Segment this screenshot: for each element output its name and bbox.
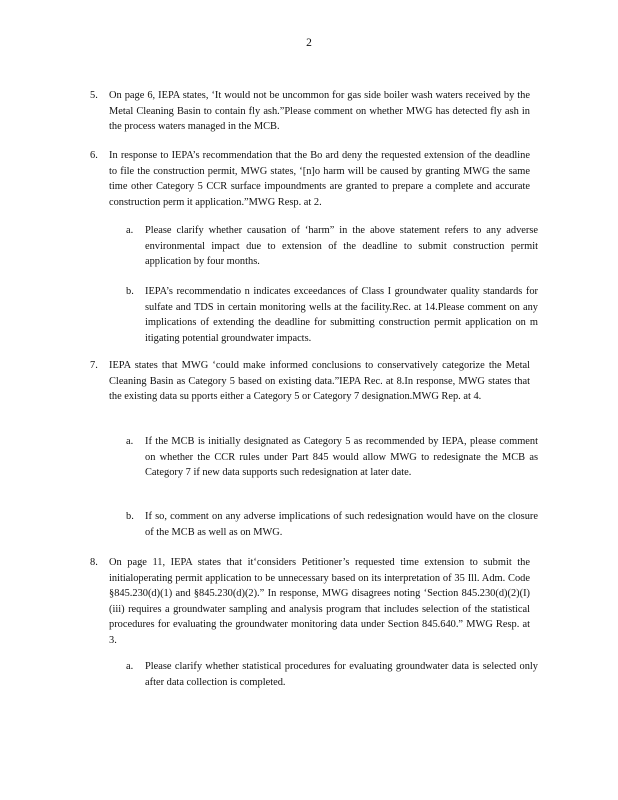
item-number: 5. [90,90,98,101]
subitem-text: Please clarify whether statistical procedures for evaluating groundwater data is selected only after data collection is completed. [145,661,538,688]
subitem-8a [126,659,538,690]
page-number: 2 [306,37,312,49]
item-text: In response to IEPA’s recommendation that the Bo ard deny the requested extension of the deadline to file the construction permit, MWG states, ‘[n]o harm will be caused by granting MWG the same time other Category 5 CCR surface impoundments are granted to prepare a complete and accurate construction perm it application.”MWG Resp. at 2. [109,150,530,208]
subitem-7b [126,509,538,540]
subitem-7a [126,434,538,481]
subitem-6a [126,223,538,270]
subitem-letter: a. [126,225,134,236]
item-text: On page 11, IEPA states that it‘considers Petitioner’s requested time extension to submit the initialoperating permit application to be unnecessary based on its interpretation of 35 Ill. Adm. Code §845.230(d)(1) and §845.230(d)(2).” In response, MWG disagrees noting ‘Section 845.230(d)(2)(I)(iii) requires a groundwater sampling and analysis program that includes selection of the statistical procedures for evaluating the groundwater monitoring data under Section 845.640.” MWG Resp. at 3. [109,557,530,646]
subitem-text: If the MCB is initially designated as Category 5 as recommended by IEPA, please comment on whether the CCR rules under Part 845 would allow MWG to redesignate the MCB as Category 7 if new data supports such redesignation at later date. [145,436,538,479]
subitem-6b [126,284,538,346]
subitem-text: IEPA’s recommendatio n indicates exceedances of Class I groundwater quality standards for sulfate and TDS in certain monitoring wells at the facility.Rec. at 14.Please comment on any implications of extending the deadline for submitting construction permit application on m itigating potential groundwater impacts. [145,286,538,344]
subitem-letter: a. [126,436,134,447]
subitem-text: Please clarify whether causation of ‘harm” in the above statement refers to any adverse environmental impact due to extension of the deadline to submit construction permit application by four months. [145,225,538,268]
question-item-8 [90,555,530,649]
subitem-letter: b. [126,286,134,297]
subitem-text: If so, comment on any adverse implications of such redesignation would have on the closure of the MCB as well as on MWG. [145,511,538,538]
item-number: 8. [90,557,98,568]
item-text: On page 6, IEPA states, ‘It would not be uncommon for gas side boiler wash waters received by the Metal Cleaning Basin to contain fly ash.”Please comment on whether MWG has detected fly ash in the process waters managed in the MCB. [109,90,530,133]
item-text: IEPA states that MWG ‘could make informed conclusions to conservatively categorize the Metal Cleaning Basin as Category 5 based on existing data.”IEPA Rec. at 8.In response, MWG states that the existing data su pports either a Category 5 or Category 7 designation.MWG Rep. at 4. [109,360,530,403]
subitem-letter: b. [126,511,134,522]
subitem-letter: a. [126,661,134,672]
question-item-7 [90,358,530,405]
item-number: 6. [90,150,98,161]
item-number: 7. [90,360,98,371]
question-item-6 [90,148,530,210]
question-item-5 [90,88,530,135]
